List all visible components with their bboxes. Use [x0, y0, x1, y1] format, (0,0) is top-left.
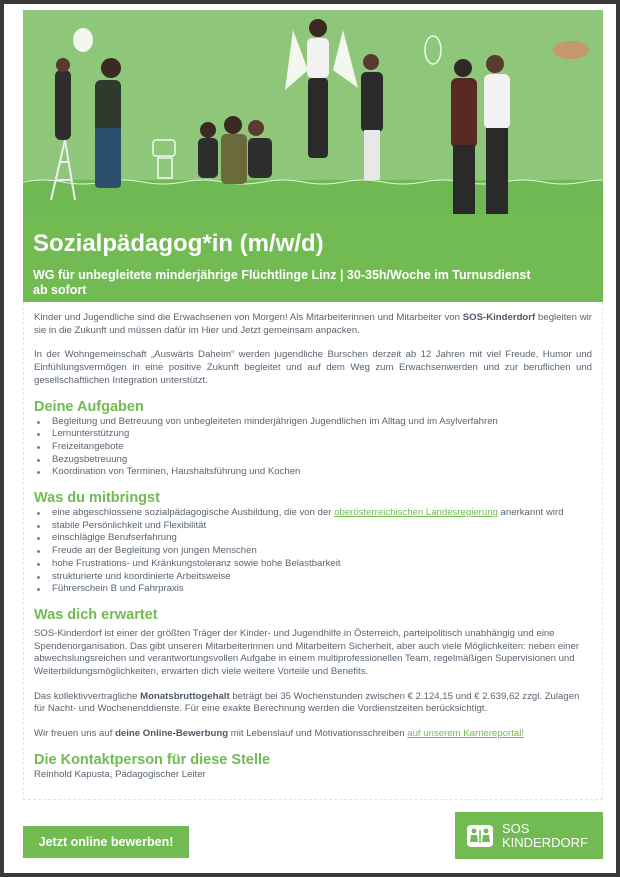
- salary-text: Das kollektivvertragliche: [34, 690, 141, 702]
- intro-paragraph-1: [24, 312, 602, 337]
- landesregierung-link[interactable]: oberösterreichischen Landesregierung: [334, 507, 498, 519]
- logo-text-line1: SOS: [502, 820, 530, 836]
- salary-label: Monatsbruttogehalt: [140, 690, 230, 702]
- list-item: Freude an der Begleitung von jungen Menschen: [34, 545, 592, 558]
- list-item-text: anerkannt wird: [497, 507, 564, 519]
- title-banner: [23, 214, 603, 302]
- robot-icon: [153, 140, 175, 156]
- list-item: Koordination von Terminen, Haushaltsführung und Kochen: [34, 466, 592, 479]
- logo-text-line2: KINDERDORF: [502, 834, 588, 850]
- intro-text: begleiten wir sie in die Zukunft und müssen dafür im Hier und Jetzt gemeinsam anpacken.: [34, 312, 593, 336]
- hero-image: [23, 10, 603, 214]
- apply-text: Wir freuen uns auf: [34, 728, 116, 740]
- list-item: [34, 507, 592, 520]
- ufo-icon: [553, 41, 589, 59]
- hero-illustration: [23, 10, 603, 214]
- job-subtitle-line2: ab sofort: [33, 283, 87, 297]
- list-item: einschlägige Berufserfahrung: [34, 532, 592, 545]
- tasks-heading: Deine Aufgaben: [34, 398, 144, 415]
- sos-kinderdorf-logo: [455, 812, 603, 859]
- requirements-list: [24, 507, 602, 596]
- salary-text: beträgt bei 35 Wochenstunden zwischen € 2.124,15 und € 2.639,62 zzgl. Zulagen für Nacht- und Wochenenddienste. Für eine exakte Berechnung werden die Vordienstzeiten berücksichtigt.: [34, 690, 580, 715]
- sos-children-icon: [467, 825, 493, 847]
- contact-person: Reinhold Kapusta, Pädagogischer Leiter: [34, 768, 206, 780]
- astronaut-icon: [425, 36, 441, 64]
- job-posting-page: [4, 4, 616, 873]
- list-item-text: eine abgeschlossene sozialpädagogische Ausbildung, die von der: [52, 507, 335, 519]
- list-item: Lernunterstützung: [34, 428, 592, 441]
- offer-heading: Was dich erwartet: [34, 606, 158, 623]
- job-title: Sozialpädagog*in (m/w/d): [33, 230, 324, 257]
- intro-paragraph-2: In der Wohngemeinschaft „Auswärts Daheim“ werden jugendliche Burschen derzeit ab 12 Jahren mit viel Freude, Humor und Einfühlungsvermögen in eine positive Zukunft begleitet und auf dem Weg zum Erwachsenwerden und zur beruflichen und gesellschaftlichen Integration unterstützt.: [34, 349, 592, 386]
- list-item: stabile Persönlichkeit und Flexibilität: [34, 520, 592, 533]
- tasks-list: [24, 416, 602, 480]
- job-subtitle: [33, 268, 531, 298]
- list-item: Freizeitangebote: [34, 441, 592, 454]
- salary-paragraph: [24, 691, 602, 716]
- lightbulb-icon: [73, 28, 93, 52]
- intro-text: Kinder und Jugendliche sind die Erwachsenen von Morgen! Als Mitarbeiterinnen und Mitarbeiter von: [34, 312, 463, 323]
- career-portal-link[interactable]: auf unserem Karriereportal!: [407, 728, 525, 740]
- offer-paragraph: SOS-Kinderdorf ist einer der größten Träger der Kinder- und Jugendhilfe in Österreich, parteipolitisch unabhängig und eine Spendenorganisation. Das gibt unseren Mitarbeiterinnen und Mitarbeitern Sicherheit, aber auch viele Möglichkeiten: neben einer abwechslungsreichen und verantwortungsvollen Aufgabe in einem multiprofessionellen Team, regelmäßigen Supervisionen und Weiterbildungsmöglichkeiten, erwarten dich viele weitere Vorteile und Benefits.: [34, 627, 580, 678]
- list-item: Bezugsbetreuung: [34, 454, 592, 467]
- list-item: strukturierte und koordinierte Arbeitsweise: [34, 571, 592, 584]
- apply-emphasis: deine Online-Bewerbung: [115, 728, 229, 740]
- list-item: hohe Frustrations- und Kränkungstoleranz sowie hohe Belastbarkeit: [34, 558, 592, 571]
- requirements-heading: Was du mitbringst: [34, 490, 160, 507]
- list-item: Führerschein B und Fahrpraxis: [34, 583, 592, 596]
- job-subtitle-line1: WG für unbegleitete minderjährige Flüchtlinge Linz | 30-35h/Woche im Turnusdienst: [33, 268, 531, 282]
- logo-text: [502, 822, 588, 850]
- job-description: [23, 302, 603, 800]
- list-item: Begleitung und Betreuung von unbegleiteten minderjährigen Jugendlichen im Alltag und im Asylverfahren: [34, 416, 592, 429]
- contact-heading: Die Kontaktperson für diese Stelle: [34, 751, 271, 768]
- apply-paragraph: [24, 728, 602, 741]
- brand-name: SOS-Kinderdorf: [462, 312, 536, 323]
- apply-online-button[interactable]: Jetzt online bewerben!: [23, 826, 189, 858]
- apply-text: mit Lebenslauf und Motivationsschreiben: [228, 728, 408, 740]
